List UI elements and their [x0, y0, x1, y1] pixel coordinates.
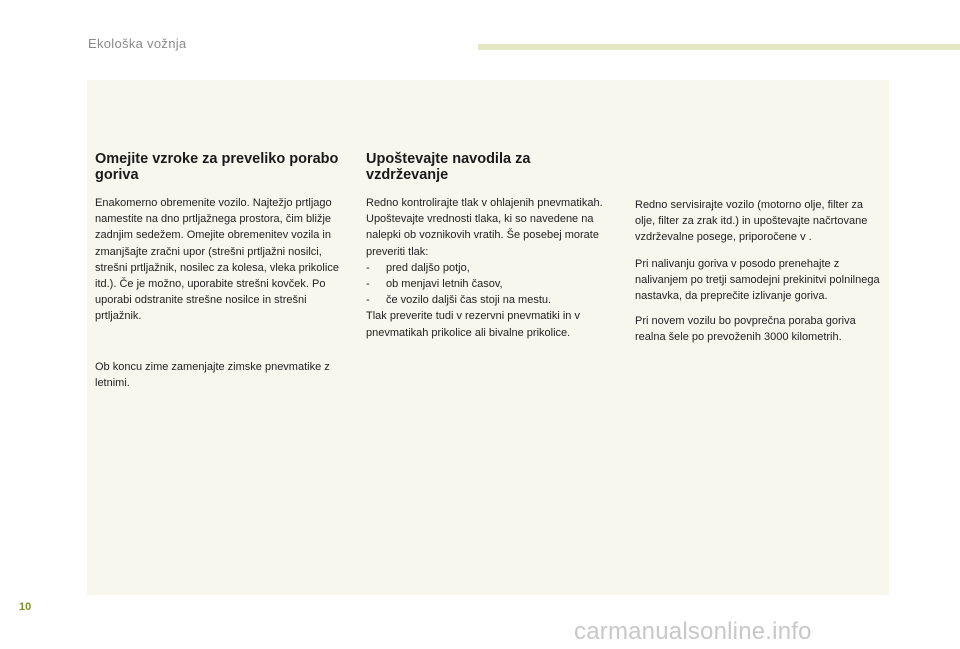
list-dash: - [366, 278, 370, 291]
list-dash: - [366, 294, 370, 307]
list-item [366, 276, 614, 292]
paragraph-refuelling: Pri nalivanju goriva v posodo prenehajte z nalivanjem po tretji samodejni prekinitvi polnilnega nastavka, da preprečite izlivanje goriva. [635, 257, 880, 303]
paragraph-service: Redno servisirajte vozilo (motorno olje, filter za olje, filter za zrak itd.) in upoštevajte načrtovane vzdrževalne posege, priporočene v . [635, 199, 868, 244]
list-item-text: ob menjavi letnih časov, [386, 278, 503, 291]
column-maintenance [366, 151, 614, 341]
paragraph-tyre-pressure: Redno kontrolirajte tlak v ohlajenih pnevmatikah. Upoštevajte vrednosti tlaka, ki so navedene na nalepki ob voznikovih vratih. Še posebej morate preveriti tlak: [366, 197, 603, 258]
paragraph-new-vehicle: Pri novem vozilu bo povprečna poraba goriva realna šele po prevoženih 3000 kilometrih. [635, 315, 856, 344]
watermark: carmanualsonline.info [574, 618, 812, 645]
paragraph-load-vehicle: Enakomerno obremenite vozilo. Najtežjo prtljago namestite na dno prtljažnega prostora, čim bližje zadnjim sedežem. Omejite obremenitev vozila in zmanjšajte zračni upor (strešni prtljažni nosilci, strešni prtljažnik, nosilec za kolesa, vleka prikolice itd.). Če je možno, uporabite strešni kovček. Po uporabi odstranite strešne nosilce in strešni prtljažnik. [95, 197, 339, 323]
column-fuel-consumption [95, 151, 345, 391]
content-panel [87, 80, 889, 595]
list-item-text: če vozilo daljši čas stoji na mestu. [386, 294, 552, 307]
section-title: Ekološka vožnja [88, 36, 187, 51]
heading-maintenance: Upoštevajte navodila za vzdrževanje [366, 151, 531, 183]
paragraph-spare-tyre: Tlak preverite tudi v rezervni pnevmatiki in v pnevmatikah prikolice ali bivalne prikolice. [366, 310, 580, 339]
list-item [366, 292, 614, 308]
column-service-tips [635, 197, 885, 346]
list-dash: - [366, 261, 370, 274]
paragraph-winter-tyres: Ob koncu zime zamenjajte zimske pnevmatike z letnimi. [95, 360, 330, 389]
list-item [366, 260, 614, 276]
pressure-check-list [366, 260, 614, 309]
list-item-text: pred daljšo potjo, [386, 261, 470, 274]
header-accent-bar [478, 44, 960, 50]
page-number: 10 [19, 601, 32, 613]
heading-fuel-consumption: Omejite vzroke za preveliko porabo goriva [95, 151, 339, 183]
